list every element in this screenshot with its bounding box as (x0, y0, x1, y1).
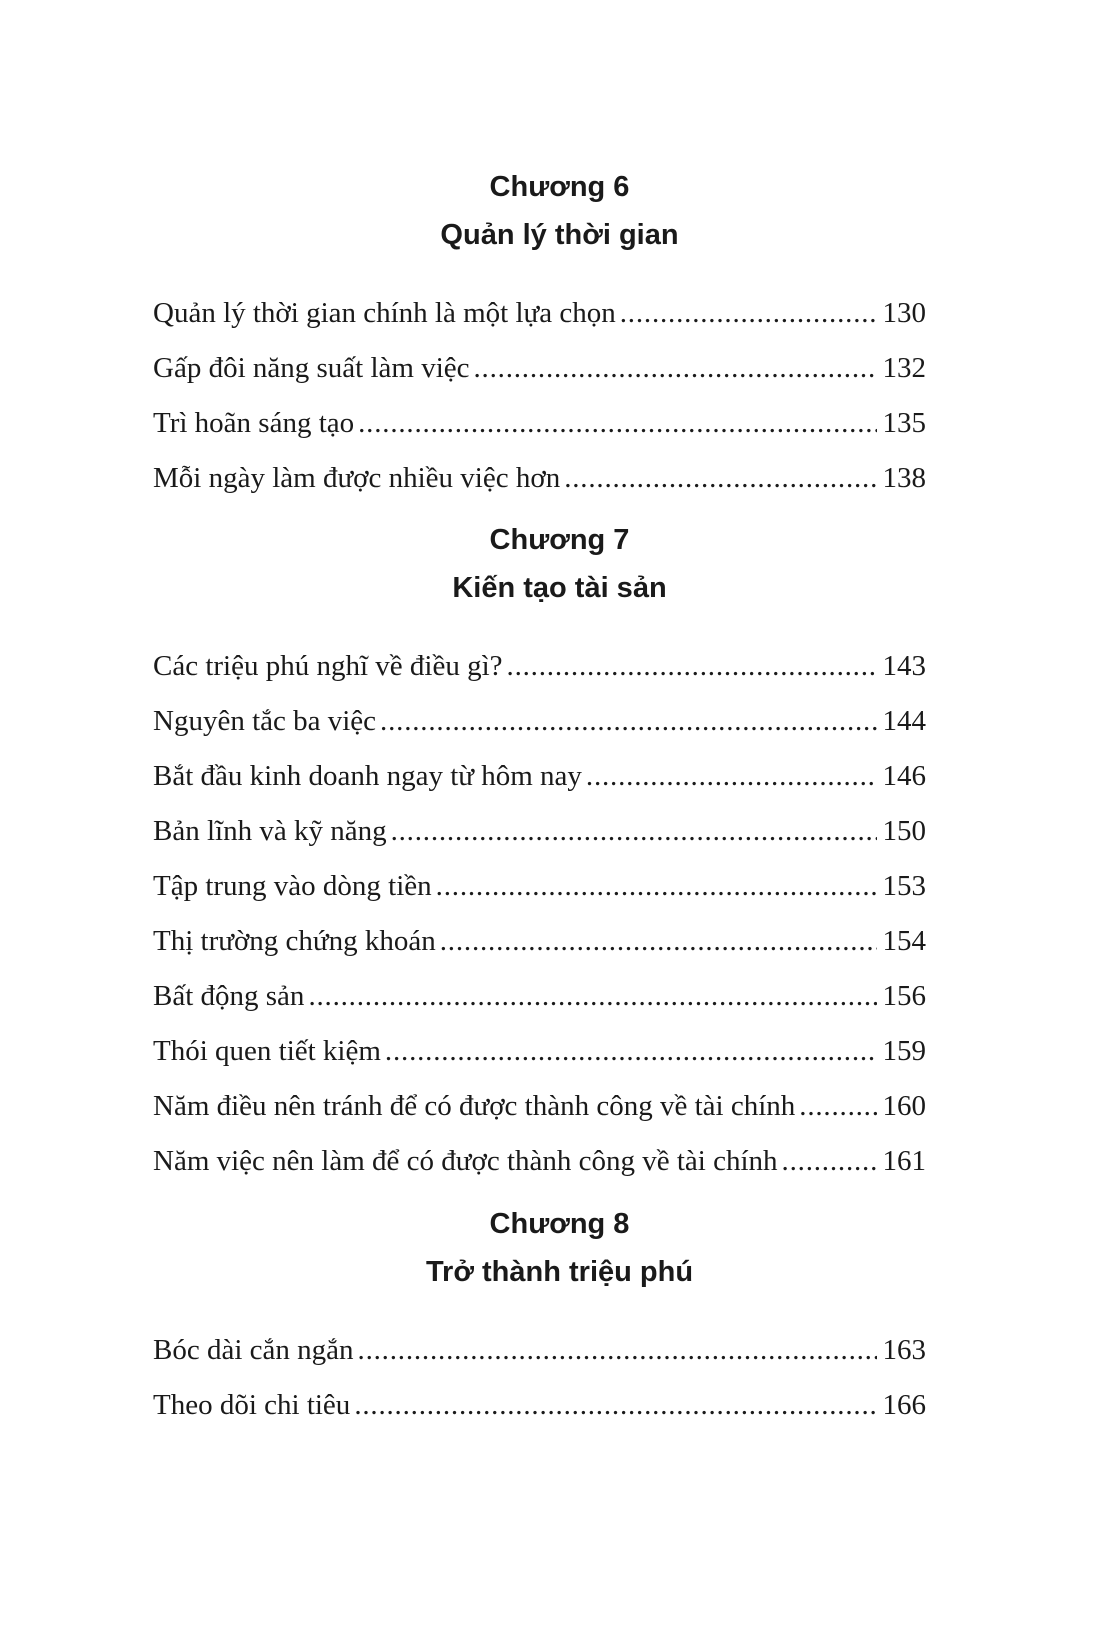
dot-leader (782, 1134, 877, 1189)
dot-leader (436, 859, 877, 914)
toc-entry (153, 694, 926, 749)
chapter-title: Quản lý thời gian (440, 219, 679, 251)
toc-entry (153, 804, 926, 859)
toc-entry-title: Quản lý thời gian chính là một lựa chọn (153, 297, 616, 329)
dot-leader (564, 451, 876, 506)
toc-page-number: 138 (882, 462, 926, 494)
toc-entry (153, 1323, 926, 1378)
toc-entry-title: Bóc dài cắn ngắn (153, 1334, 354, 1366)
dot-leader (358, 1323, 877, 1378)
dot-leader (358, 396, 876, 451)
toc-entry (153, 1378, 926, 1433)
toc-list (153, 286, 926, 506)
toc-entry-title: Bản lĩnh và kỹ năng (153, 815, 387, 847)
dot-leader (474, 341, 877, 396)
toc-list (153, 1323, 926, 1433)
toc-entry (153, 396, 926, 451)
toc-entry-title: Năm điều nên tránh để có được thành công về tài chính (153, 1090, 796, 1122)
dot-leader (440, 914, 877, 969)
toc-list (153, 639, 926, 1189)
dot-leader (380, 694, 876, 749)
toc-entry (153, 859, 926, 914)
dot-leader (799, 1079, 876, 1134)
toc-entry-title: Mỗi ngày làm được nhiều việc hơn (153, 462, 561, 494)
dot-leader (620, 286, 877, 341)
chapter-title: Kiến tạo tài sản (452, 572, 667, 604)
toc-page-number: 135 (882, 407, 926, 439)
chapter-title: Trở thành triệu phú (425, 1256, 694, 1288)
chapter-heading (0, 520, 1119, 608)
dot-leader (586, 749, 877, 804)
toc-entry (153, 451, 926, 506)
toc-entry-title: Tập trung vào dòng tiền (153, 870, 432, 902)
toc-page-number: 144 (882, 705, 926, 737)
toc-entry-title: Các triệu phú nghĩ về điều gì? (153, 650, 503, 682)
toc-entry-title: Theo dõi chi tiêu (153, 1389, 351, 1421)
toc-entry (153, 914, 926, 969)
toc-entry-title: Trì hoãn sáng tạo (153, 407, 355, 439)
toc-page-number: 130 (882, 297, 926, 329)
chapter-heading (0, 1204, 1119, 1292)
toc-entry (153, 639, 926, 694)
dot-leader (308, 969, 876, 1024)
toc-entry-title: Bắt đầu kinh doanh ngay từ hôm nay (153, 760, 582, 792)
toc-entry (153, 749, 926, 804)
toc-page-number: 159 (882, 1035, 926, 1067)
chapter-number: Chương 7 (489, 524, 630, 556)
toc-page-number: 160 (882, 1090, 926, 1122)
toc-page-number: 154 (882, 925, 926, 957)
toc-entry-title: Năm việc nên làm để có được thành công về tài chính (153, 1145, 778, 1177)
toc-page-number: 132 (882, 352, 926, 384)
toc-page-number: 161 (882, 1145, 926, 1177)
toc-entry-title: Nguyên tắc ba việc (153, 705, 377, 737)
toc-page-number: 153 (882, 870, 926, 902)
toc-page-number: 143 (882, 650, 926, 682)
toc-entry-title: Thói quen tiết kiệm (153, 1035, 381, 1067)
chapter-number: Chương 6 (489, 171, 630, 203)
toc-page-number: 166 (882, 1389, 926, 1421)
dot-leader (391, 804, 877, 859)
chapter-number: Chương 8 (489, 1208, 630, 1240)
toc-entry (153, 1079, 926, 1134)
dot-leader (354, 1378, 876, 1433)
toc-entry (153, 286, 926, 341)
toc-entry (153, 341, 926, 396)
toc-entry (153, 1024, 926, 1079)
toc-page-number: 146 (882, 760, 926, 792)
chapter-heading (0, 167, 1119, 255)
dot-leader (385, 1024, 877, 1079)
toc-entry (153, 1134, 926, 1189)
toc-page-number: 156 (882, 980, 926, 1012)
toc-entry-title: Gấp đôi năng suất làm việc (153, 352, 470, 384)
dot-leader (507, 639, 877, 694)
toc-entry-title: Bất động sản (153, 980, 305, 1012)
toc-entry-title: Thị trường chứng khoán (153, 925, 436, 957)
toc-entry (153, 969, 926, 1024)
toc-page-number: 150 (882, 815, 926, 847)
toc-page-number: 163 (882, 1334, 926, 1366)
